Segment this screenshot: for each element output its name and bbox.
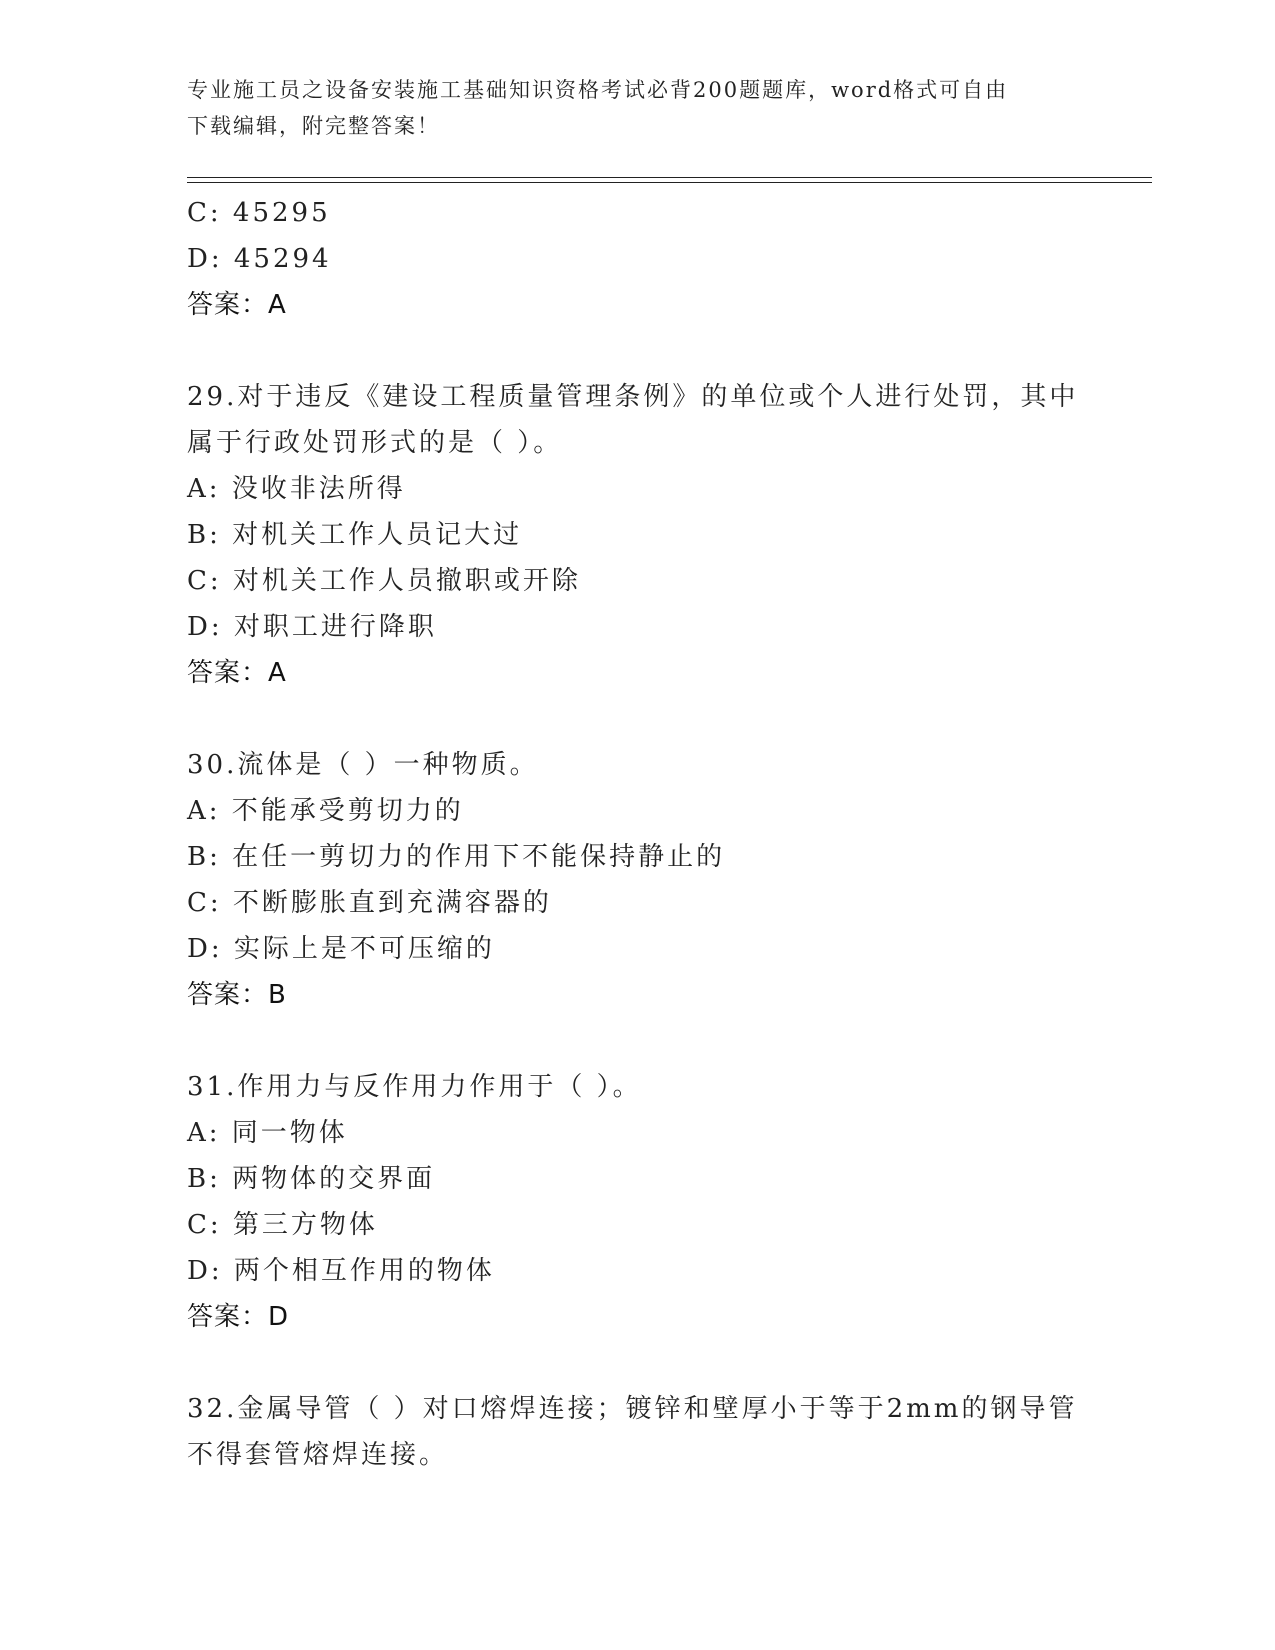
question-list <box>187 190 1087 1478</box>
question-text-line-2: 不得套管熔焊连接。 <box>187 1440 449 1470</box>
option-c: C: 45295 <box>187 198 331 228</box>
option-a: A: 不能承受剪切力的 <box>187 796 464 826</box>
answer-line: 答案：A <box>187 290 287 320</box>
answer-line: 答案：A <box>187 658 287 688</box>
answer-line: 答案：D <box>187 1302 290 1332</box>
option-c: C: 对机关工作人员撤职或开除 <box>187 566 581 596</box>
option-b: B: 两物体的交界面 <box>187 1164 436 1194</box>
spacer <box>187 1340 1087 1386</box>
option-d: D: 两个相互作用的物体 <box>187 1256 495 1286</box>
spacer <box>187 1018 1087 1064</box>
question-text-line-1: 29.对于违反《建设工程质量管理条例》的单位或个人进行处罚，其中 <box>187 382 1079 412</box>
option-c: C: 第三方物体 <box>187 1210 378 1240</box>
option-b: B: 对机关工作人员记大过 <box>187 520 523 550</box>
question-32 <box>187 1386 1087 1478</box>
option-a: A: 没收非法所得 <box>187 474 406 504</box>
spacer <box>187 696 1087 742</box>
question-text-line-1: 32.金属导管（ ）对口熔焊连接；镀锌和壁厚小于等于2mm的钢导管 <box>187 1394 1078 1424</box>
question-30 <box>187 742 1087 1018</box>
option-d: D: 实际上是不可压缩的 <box>187 934 495 964</box>
spacer <box>187 328 1087 374</box>
question-31 <box>187 1064 1087 1340</box>
question-text-line-1: 31.作用力与反作用力作用于（ ）。 <box>187 1072 642 1102</box>
header-divider-top <box>187 177 1152 178</box>
option-b: B: 在任一剪切力的作用下不能保持静止的 <box>187 842 726 872</box>
option-a: A: 同一物体 <box>187 1118 348 1148</box>
header-line-2: 下载编辑，附完整答案！ <box>187 114 440 138</box>
answer-line: 答案：B <box>187 980 287 1010</box>
option-d: D: 对职工进行降职 <box>187 612 437 642</box>
question-text-line-1: 30.流体是（ ）一种物质。 <box>187 750 539 780</box>
question-text-line-2: 属于行政处罚形式的是（ ）。 <box>187 428 563 458</box>
header-line-1: 专业施工员之设备安装施工基础知识资格考试必背200题题库，word格式可自由 <box>187 78 1009 102</box>
question-29 <box>187 374 1087 696</box>
previous-question-tail <box>187 190 1087 328</box>
document-header <box>187 72 1067 144</box>
header-divider-bottom <box>187 182 1152 183</box>
option-c: C: 不断膨胀直到充满容器的 <box>187 888 552 918</box>
option-d: D: 45294 <box>187 244 332 274</box>
